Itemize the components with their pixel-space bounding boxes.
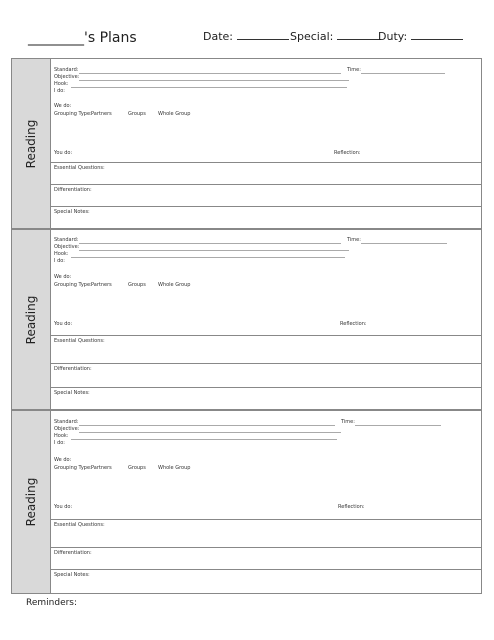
- we-do-label: We do:: [54, 457, 72, 463]
- standard-label: Standard:: [54, 237, 79, 243]
- we-do-label: We do:: [54, 274, 72, 280]
- subject-label: Reading: [24, 295, 38, 344]
- whole-group-option: Whole Group: [158, 111, 191, 117]
- i-do-label: I do:: [54, 258, 65, 264]
- whole-group-option: Whole Group: [158, 282, 191, 288]
- plan-block-1: [11, 58, 482, 229]
- special-field: [290, 30, 381, 43]
- date-blank: [237, 31, 289, 40]
- i-do-label: I do:: [54, 440, 65, 446]
- special-notes-label: Special Notes:: [54, 209, 90, 215]
- duty-blank: [411, 31, 463, 40]
- subject-sidebar: [12, 59, 51, 228]
- essential-questions-row: [51, 519, 481, 548]
- grouping-label: Grouping Type:: [54, 111, 92, 117]
- partners-option: Partners: [91, 111, 112, 117]
- hook-label: Hook:: [54, 433, 69, 439]
- differentiation-label: Differentiation:: [54, 550, 92, 556]
- objective-label: Objective:: [54, 74, 80, 80]
- plan-block-2: [11, 229, 482, 410]
- subject-sidebar: [12, 230, 51, 409]
- i-do-label: I do:: [54, 88, 65, 94]
- title-suffix: 's Plans: [84, 30, 137, 46]
- reminders-label: Reminders:: [26, 598, 78, 608]
- objective-line: [79, 432, 341, 433]
- essential-questions-label: Essential Questions:: [54, 338, 105, 344]
- plan-block-3: [11, 410, 482, 594]
- time-label: Time:: [341, 419, 355, 425]
- groups-option: Groups: [128, 111, 146, 117]
- essential-questions-label: Essential Questions:: [54, 165, 105, 171]
- standard-label: Standard:: [54, 419, 79, 425]
- special-notes-label: Special Notes:: [54, 390, 90, 396]
- differentiation-label: Differentiation:: [54, 187, 92, 193]
- date-label: Date:: [203, 30, 233, 43]
- plan-content: [51, 230, 481, 409]
- partners-option: Partners: [91, 282, 112, 288]
- reflection-label: Reflection:: [334, 150, 361, 156]
- essential-questions-row: [51, 162, 481, 185]
- you-do-label: You do:: [54, 321, 73, 327]
- we-do-label: We do:: [54, 103, 72, 109]
- hook-label: Hook:: [54, 251, 69, 257]
- standard-line: [79, 425, 335, 426]
- duty-field: [378, 30, 463, 43]
- special-notes-label: Special Notes:: [54, 572, 90, 578]
- plan-content: [51, 59, 481, 228]
- special-notes-row: [51, 206, 481, 228]
- time-line: [355, 425, 441, 426]
- lesson-section: [51, 230, 481, 336]
- hook-line: [71, 257, 345, 258]
- grouping-label: Grouping Type:: [54, 282, 92, 288]
- standard-label: Standard:: [54, 67, 79, 73]
- objective-label: Objective:: [54, 244, 80, 250]
- groups-option: Groups: [128, 465, 146, 471]
- objective-line: [79, 250, 349, 251]
- subject-sidebar: [12, 411, 51, 593]
- differentiation-row: [51, 547, 481, 570]
- time-line: [361, 73, 445, 74]
- lesson-section: [51, 59, 481, 163]
- special-notes-row: [51, 569, 481, 593]
- time-label: Time:: [347, 67, 361, 73]
- differentiation-row: [51, 363, 481, 388]
- duty-label: Duty:: [378, 30, 408, 43]
- lesson-section: [51, 411, 481, 520]
- hook-line: [71, 87, 347, 88]
- date-field: [203, 30, 289, 43]
- page-title: [28, 30, 137, 46]
- special-label: Special:: [290, 30, 334, 43]
- grouping-label: Grouping Type:: [54, 465, 92, 471]
- reflection-label: Reflection:: [340, 321, 367, 327]
- essential-questions-row: [51, 335, 481, 364]
- objective-line: [79, 80, 349, 81]
- subject-label: Reading: [24, 477, 38, 527]
- hook-line: [71, 439, 337, 440]
- standard-line: [79, 243, 341, 244]
- objective-label: Objective:: [54, 426, 80, 432]
- differentiation-row: [51, 184, 481, 207]
- essential-questions-label: Essential Questions:: [54, 522, 105, 528]
- partners-option: Partners: [91, 465, 112, 471]
- special-blank: [337, 31, 381, 40]
- reflection-label: Reflection:: [338, 504, 365, 510]
- standard-line: [79, 73, 341, 74]
- you-do-label: You do:: [54, 150, 73, 156]
- subject-label: Reading: [24, 119, 38, 168]
- you-do-label: You do:: [54, 504, 73, 510]
- time-label: Time:: [347, 237, 361, 243]
- plan-content: [51, 411, 481, 593]
- time-line: [361, 243, 447, 244]
- groups-option: Groups: [128, 282, 146, 288]
- teacher-name-blank: ________: [28, 30, 84, 46]
- differentiation-label: Differentiation:: [54, 366, 92, 372]
- special-notes-row: [51, 387, 481, 409]
- hook-label: Hook:: [54, 81, 69, 87]
- whole-group-option: Whole Group: [158, 465, 191, 471]
